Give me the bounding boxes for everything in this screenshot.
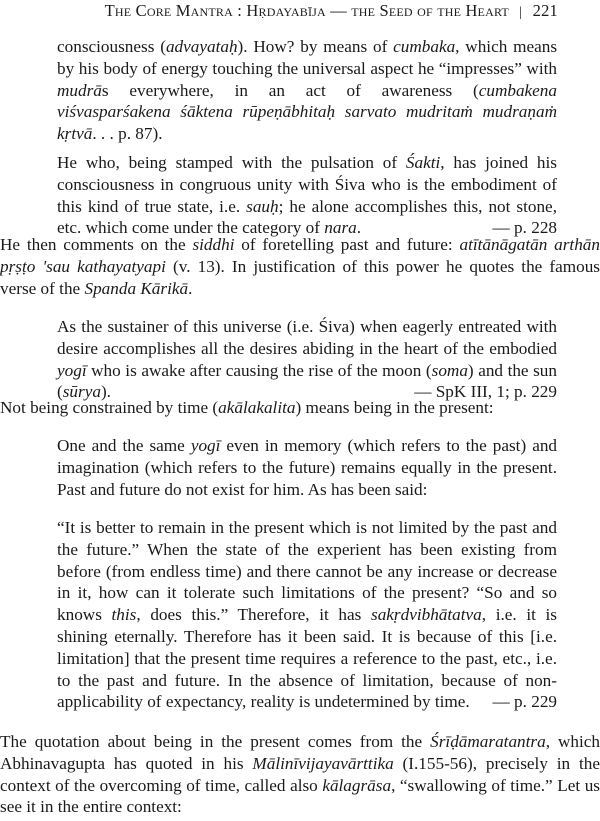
- text-run: , i.e. it is shining eternally. Therefore has it been said. It is because of this [i.e. limitation] that the present time requires a reference to the past, etc., i.e. to the past and future. In the absence of limitation, because of non-applicability of expectancy, reality is undetermined by time.: [57, 605, 557, 712]
- italic-term: this: [111, 605, 137, 625]
- italic-term: akālakalita: [218, 398, 296, 417]
- text-run: , does this.” Therefore, it has: [136, 605, 371, 625]
- text-run: He who, being stamped with the pulsation of: [57, 153, 406, 172]
- text-run: even in memory (which refers to the past) and imagination (which refers to the future) remains equally in the present. Past and future do not exist for him. As has been said:: [57, 436, 558, 499]
- italic-term: sakṛdvibhātatva: [371, 605, 482, 625]
- text-run: , which means by his body of energy touching the universal aspect he “impresses” with: [57, 37, 558, 78]
- text-run: One and the same: [57, 436, 191, 455]
- running-header: [0, 0, 558, 24]
- header-separator: |: [519, 5, 523, 20]
- text-run: .: [356, 218, 362, 238]
- block-quote-p2: [57, 152, 557, 239]
- italic-term: Śrīḍāmaratantra: [430, 732, 546, 751]
- text-run: , “swallowing of time.” Let us see it in the entire context:: [0, 775, 600, 817]
- running-title: The Core Mantra : Hṛdayabīja — the Seed of the Heart: [104, 1, 509, 20]
- italic-term: nara: [324, 218, 357, 238]
- italic-term: cumbaka: [393, 37, 456, 56]
- text-run: ). How? by means of: [237, 37, 394, 56]
- block-quote-p4: [57, 316, 557, 403]
- block-quote-p1: [57, 36, 557, 145]
- italic-term: yogī: [57, 360, 87, 380]
- paragraph-p8: [0, 731, 600, 818]
- block-quote-p6: [57, 435, 557, 500]
- italic-term: kālagrāsa: [322, 775, 392, 795]
- text-run: s everywhere, in an act of awareness (: [101, 80, 479, 100]
- text-run: . . . p. 87).: [92, 124, 163, 144]
- paragraph-p3: [0, 234, 600, 299]
- citation: — p. 229: [487, 691, 557, 713]
- text-run: ; he alone accomplishes this, not stone, etc. which come under the category of: [57, 196, 557, 238]
- text-run: .: [188, 278, 193, 298]
- paragraph-p5: [0, 397, 600, 419]
- text-run: He then comments on the: [0, 235, 193, 254]
- text-run: of foretelling past and future:: [234, 235, 460, 254]
- italic-term: advayataḥ: [165, 37, 238, 56]
- text-run: ) means being in the present:: [295, 398, 494, 417]
- text-run: (v. 13). In justification of this power he quotes the famous verse of the: [0, 256, 600, 298]
- italic-term: soma: [431, 360, 468, 380]
- italic-term: sauḥ: [246, 196, 279, 216]
- text-run: ) and the sun (: [57, 360, 557, 402]
- text-run: As the sustainer of this universe (i.e. Śiva) when eagerly entreated with desire accomplishes all the desires abiding in the heart of the embodied: [57, 317, 557, 358]
- text-run: Not being constrained by time (: [0, 398, 219, 417]
- italic-term: Śakti: [405, 153, 441, 172]
- italic-term: sūrya: [62, 382, 101, 402]
- text-run: “It is better to remain in the present which is not limited by the past and the future.” When the state of the experient has been existing from before (from endless time) and there cannot be any increase or decrease in it, how can it tolerate such limitations of the present? “So and so knows: [57, 518, 557, 625]
- page-number: 221: [532, 1, 558, 20]
- block-quote-p7: [57, 517, 557, 713]
- text-run: consciousness (: [57, 37, 166, 56]
- italic-term: Spanda Kārikā: [84, 278, 189, 298]
- italic-term: atītānāgatān arthān pṛṣṭo 'sau kathayatyapi: [0, 235, 600, 276]
- italic-term: mudrā: [57, 80, 102, 100]
- italic-term: cumbakena viśvasparśakena śāktena rūpeṇābhitaḥ sarvato mudritaṁ mudraṇaṁ kṛtvā: [57, 80, 557, 144]
- text-run: (I.155-56), precisely in the context of the overcoming of time, called also: [0, 753, 600, 795]
- italic-term: yogī: [190, 436, 221, 455]
- text-run: The quotation about being in the present comes from the: [0, 732, 431, 751]
- text-run: who is awake after causing the rise of the moon (: [86, 360, 432, 380]
- citation: — p. 228: [487, 217, 557, 239]
- text-run: , has joined his consciousness in congruous unity with Śiva who is the embodiment of this kind of true state, i.e.: [57, 153, 557, 216]
- italic-term: Mālinīvijayavārttika: [252, 753, 394, 773]
- text-run: ).: [100, 382, 111, 402]
- italic-term: siddhi: [192, 235, 235, 254]
- text-run: , which Abhinavagupta has quoted in his: [0, 732, 600, 773]
- citation: — SpK III, 1; p. 229: [408, 381, 557, 403]
